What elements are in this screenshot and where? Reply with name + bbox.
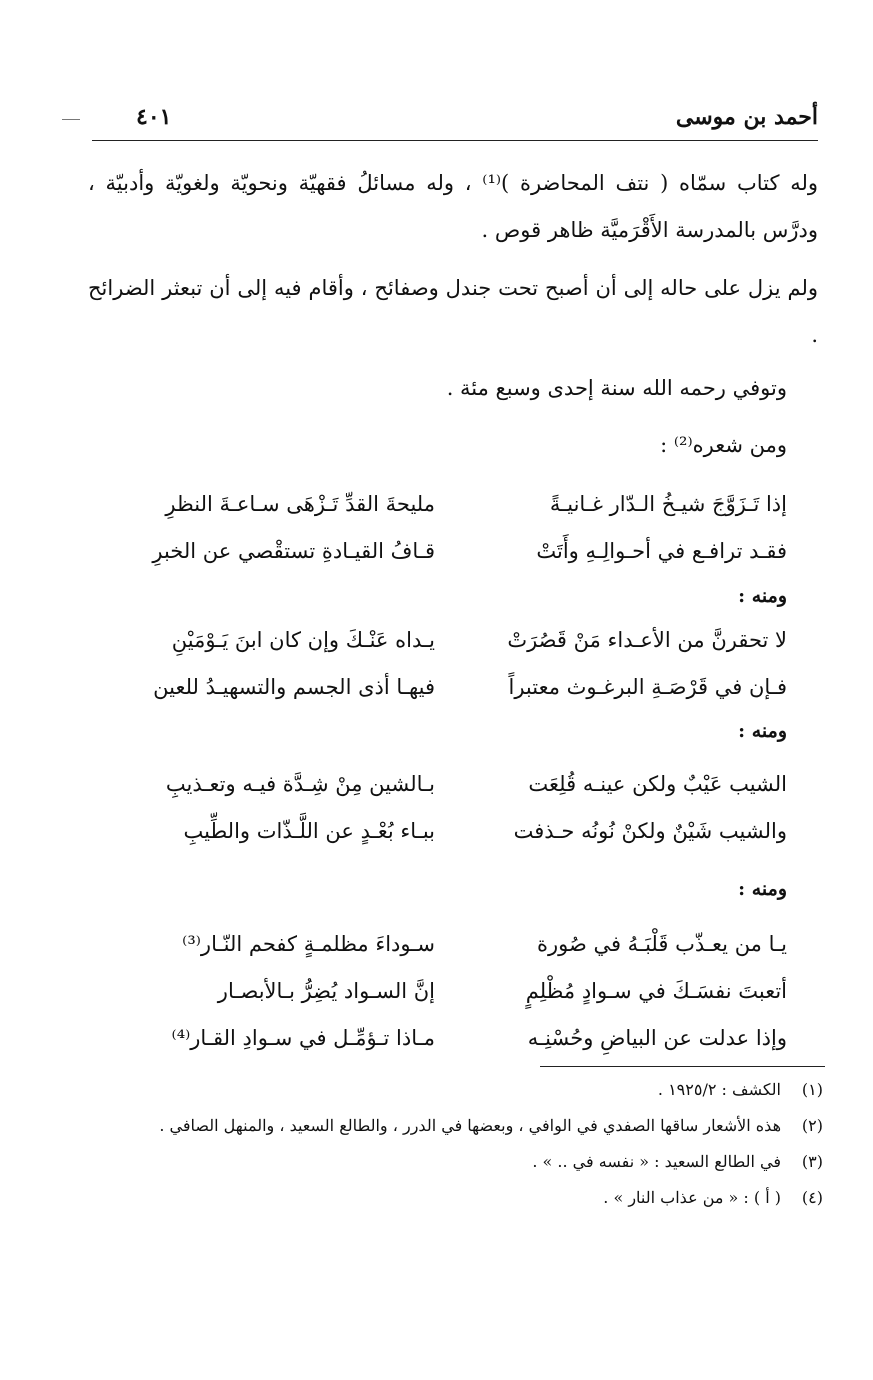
verse [132, 486, 787, 533]
verse-first-hemistich: فقـد ترافـع في أحـوالِـهِ وأَتَتْ [536, 539, 787, 563]
poem-2 [132, 622, 787, 716]
verse-second-hemistich: بـالشين مِنْ شِـدَّة فيـه وتعـذيبِ [165, 772, 435, 796]
poem-label: ومنه : [738, 720, 787, 742]
poem-label: ومنه : [738, 878, 787, 900]
paragraph-1: وله كتاب سمّاه ( نتف المحاضرة )⁽¹⁾ ، وله مسائلُ فقهيّة ونحويّة ولغويّة وأدبيّة ، ودرَّس بالمدرسة الأَقْرَميَّة ظاهر قوص . [88, 171, 818, 242]
poem-label: ومنه : [738, 585, 787, 607]
verse [132, 533, 787, 580]
footnote [123, 1180, 823, 1216]
verse-second-hemistich: إنَّ السـواد يُضِرُّ بـالأبصـار [217, 979, 435, 1003]
paragraph-4: ومن شعره⁽²⁾ : [660, 433, 787, 457]
verse [132, 926, 787, 973]
verse [132, 669, 787, 716]
verse-second-hemistich: يـداه عَنْـكَ وإن كان ابنَ يَـوْمَيْنِ [171, 628, 435, 652]
verse [132, 973, 787, 1020]
verse-first-hemistich: والشيب شَيْنٌ ولكنْ نُونُه حـذفت [513, 819, 787, 843]
verse-second-hemistich: ببـاء بُعْـدٍ عن اللَّـذّات والطِّيبِ [183, 819, 435, 843]
verse-second-hemistich: قـافُ القيـادةِ تستقْصي عن الخبرِ [152, 539, 435, 563]
footnote [123, 1072, 823, 1108]
verse [132, 813, 787, 860]
footnote [123, 1108, 823, 1144]
footnote-text: الكشف : ١٩٢٥/٢ . [657, 1080, 781, 1099]
verse-first-hemistich: الشيب عَيْبٌ ولكن عينـه قُلِعَت [528, 772, 787, 796]
footnote-rule [540, 1066, 825, 1067]
footnote-number: (٣) [801, 1152, 823, 1171]
paragraph-3: وتوفي رحمه الله سنة إحدى وسبع مئة . [446, 376, 787, 400]
paragraph-2: ولم يزل على حاله إلى أن أصبح تحت جندل وصفائح ، وأقام فيه إلى أن تبعثر الضرائح . [88, 276, 818, 347]
footnote-number: (١) [801, 1080, 823, 1099]
verse-first-hemistich: يـا من يعـذّب قَلْبَـهُ في صُورة [536, 932, 787, 956]
verse-second-hemistich: سـوداءَ مظلمـةٍ كفحم النّـار⁽³⁾ [182, 932, 435, 956]
running-head [92, 100, 818, 141]
poem-1 [132, 486, 787, 580]
footnote-number: (٢) [801, 1116, 823, 1135]
footnote-text: ( أ ) : « من عذاب النار » . [603, 1188, 781, 1207]
verse-second-hemistich: مليحةَ القدِّ تَـزْهَى سـاعـةَ النظرِ [165, 492, 435, 516]
verse-first-hemistich: فـإن في قَرْصَـةِ البرغـوث معتبراً [508, 675, 787, 699]
running-head-title: أحمد بن موسى [675, 104, 818, 130]
verse [132, 766, 787, 813]
verse-first-hemistich: وإذا عدلت عن البياضِ وحُسْنِـه [527, 1026, 787, 1050]
verse-first-hemistich: إذا تَـزَوَّجَ شيـخُ الـدّار غـانيـةً [549, 492, 787, 516]
footnote-number: (٤) [801, 1188, 823, 1207]
footnote-text: في الطالع السعيد : « نفسه في .. » . [532, 1152, 781, 1171]
margin-mark [62, 119, 80, 120]
poem-3 [132, 766, 787, 860]
verse [132, 622, 787, 669]
verse-second-hemistich: فيهـا أذى الجسم والتسهيـدُ للعين [153, 675, 435, 699]
page-number: ٤٠١ [136, 104, 172, 130]
footnote-text: هذه الأشعار ساقها الصفدي في الوافي ، وبعضها في الدرر ، والطالع السعيد ، والمنهل الصافي . [159, 1116, 781, 1135]
poem-4 [132, 926, 787, 1067]
verse-second-hemistich: مـاذا تـؤمِّـل في سـوادِ القـار⁽⁴⁾ [171, 1026, 435, 1050]
footnotes [123, 1072, 823, 1216]
footnote [123, 1144, 823, 1180]
verse-first-hemistich: لا تحقرنَّ من الأعـداء مَنْ قَصُرَتْ [507, 628, 787, 652]
verse [132, 1020, 787, 1067]
verse-first-hemistich: أتعبتَ نفسَـكَ في سـوادٍ مُظْلِمٍ [525, 979, 787, 1003]
